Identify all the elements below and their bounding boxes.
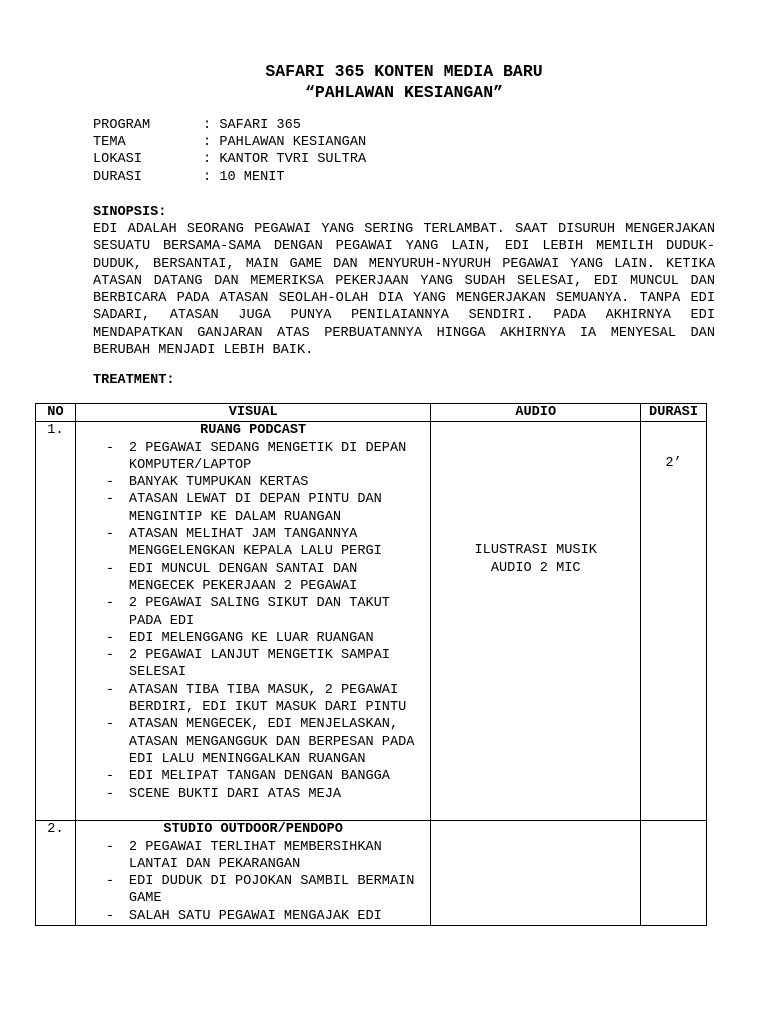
list-item: - ATASAN MENGECEK, EDI MENJELASKAN, ATASAN MENGANGGUK DAN BERPESAN PADA EDI LALU MENINGGALKAN RUANGAN	[106, 716, 430, 768]
visual-list	[76, 440, 430, 803]
column-header-no: NO	[36, 404, 76, 422]
row-number: 2.	[36, 821, 76, 926]
document-title-block	[0, 61, 768, 103]
list-item: - SALAH SATU PEGAWAI MENGAJAK EDI	[106, 908, 430, 925]
meta-value: : PAHLAWAN KESIANGAN	[203, 135, 367, 151]
meta-row-lokasi	[93, 151, 366, 168]
meta-row-program	[93, 117, 366, 134]
meta-key: PROGRAM	[93, 118, 151, 133]
meta-row-durasi	[93, 169, 366, 186]
list-item: - BANYAK TUMPUKAN KERTAS	[106, 474, 430, 491]
list-item: - EDI MELENGGANG KE LUAR RUANGAN	[106, 630, 430, 647]
table-header-row	[36, 404, 707, 422]
column-header-visual: VISUAL	[75, 404, 430, 422]
audio-text	[431, 422, 640, 577]
meta-key: DURASI	[93, 169, 142, 185]
row-number: 1.	[36, 422, 76, 821]
list-item: - EDI MUNCUL DENGAN SANTAI DAN MENGECEK PEKERJAAN 2 PEGAWAI	[106, 561, 430, 596]
visual-cell	[75, 422, 430, 821]
audio-line: AUDIO 2 MIC	[490, 560, 581, 576]
scene-title: STUDIO OUTDOOR/PENDOPO	[163, 822, 343, 838]
meta-key: TEMA	[93, 135, 126, 151]
meta-row-tema	[93, 134, 366, 151]
scene-title: RUANG PODCAST	[200, 423, 307, 439]
list-item: - 2 PEGAWAI SEDANG MENGETIK DI DEPAN KOMPUTER/LAPTOP	[106, 440, 430, 475]
list-item: - 2 PEGAWAI TERLIHAT MEMBERSIHKAN LANTAI DAN PEKARANGAN	[106, 839, 430, 874]
list-item: - EDI MELIPAT TANGAN DENGAN BANGGA	[106, 768, 430, 785]
list-item: - EDI DUDUK DI POJOKAN SAMBIL BERMAIN GAME	[106, 873, 430, 908]
table-row	[36, 422, 707, 821]
duration-cell	[641, 422, 707, 821]
visual-list	[76, 839, 430, 925]
list-item: - 2 PEGAWAI LANJUT MENGETIK SAMPAI SELESAI	[106, 647, 430, 682]
program-meta	[93, 117, 366, 186]
meta-value: : 10 MENIT	[203, 169, 285, 185]
column-header-durasi: DURASI	[641, 404, 707, 422]
visual-cell	[75, 821, 430, 926]
meta-value: : SAFARI 365	[203, 118, 301, 133]
list-item: - SCENE BUKTI DARI ATAS MEJA	[106, 786, 430, 803]
duration-value: 2’	[665, 456, 682, 472]
treatment-heading: TREATMENT:	[93, 373, 175, 388]
document-subtitle: “PAHLAWAN KESIANGAN”	[304, 83, 504, 102]
table-row	[36, 821, 707, 926]
synopsis-text: EDI ADALAH SEORANG PEGAWAI YANG SERING TERLAMBAT. SAAT DISURUH MENGERJAKAN SESUATU BERSAMA-SAMA DENGAN PEGAWAI YANG LAIN, EDI LEBIH MEMILIH DUDUK-DUDUK, BERSANTAI, MAIN GAME DAN MENYURUH-NYURUH PEGAWAI YANG LAIN. KETIKA ATASAN DATANG DAN MEMERIKSA PEKERJAAN YANG SUDAH SELESAI, EDI MUNCUL DAN BERBICARA PADA ATASAN SEOLAH-OLAH DIA YANG MENGERJAKAN SEMUANYA. TANPA EDI SADARI, ATASAN JUGA PUNYA PENILAIANNYA SENDIRI. PADA AKHIRNYA EDI MENDAPATKAN GANJARAN ATAS PERBUATANNYA HINGGA AKHIRNYA IA MENYESAL DAN BERUBAH MENJADI LEBIH BAIK.	[93, 222, 715, 359]
list-item: - ATASAN MELIHAT JAM TANGANNYA MENGGELENGKAN KEPALA LALU PERGI	[106, 526, 430, 561]
treatment-table	[35, 403, 707, 926]
audio-line: ILUSTRASI MUSIK	[474, 543, 597, 559]
meta-value: : KANTOR TVRI SULTRA	[203, 152, 367, 168]
audio-cell	[431, 821, 641, 926]
document-title: SAFARI 365 KONTEN MEDIA BARU	[265, 62, 543, 81]
list-item: - ATASAN TIBA TIBA MASUK, 2 PEGAWAI BERDIRI, EDI IKUT MASUK DARI PINTU	[106, 682, 430, 717]
list-item: - ATASAN LEWAT DI DEPAN PINTU DAN MENGINTIP KE DALAM RUANGAN	[106, 491, 430, 526]
list-item: - 2 PEGAWAI SALING SIKUT DAN TAKUT PADA EDI	[106, 595, 430, 630]
audio-cell	[431, 422, 641, 821]
column-header-audio: AUDIO	[431, 404, 641, 422]
meta-key: LOKASI	[93, 152, 142, 168]
duration-cell	[641, 821, 707, 926]
synopsis-heading: SINOPSIS:	[93, 205, 167, 220]
